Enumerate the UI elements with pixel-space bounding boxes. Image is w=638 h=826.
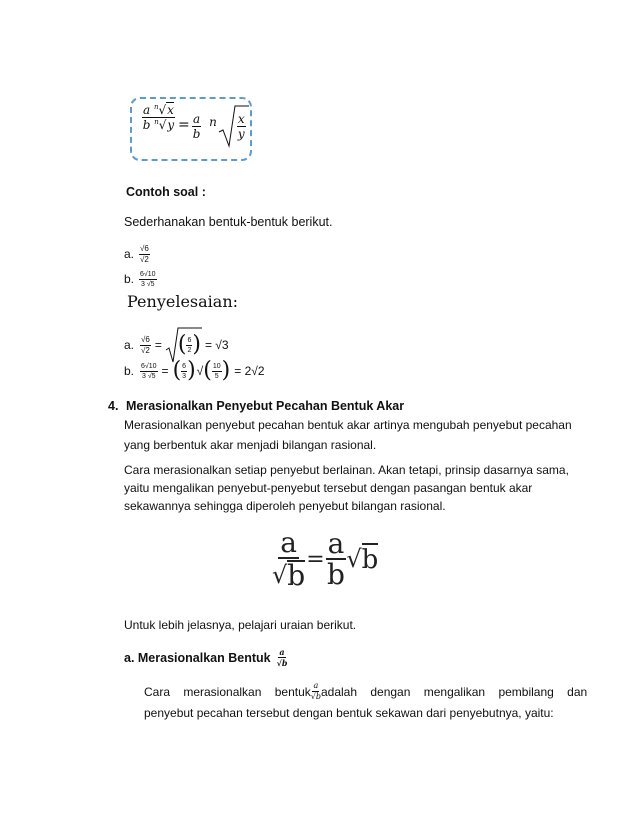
penyelesaian-b: b. $\frac{6√10}{3 √5}$ = ( $\frac{6}{3}$ ) √ ( $\frac{10}{5}$ ) = 2√2 (124, 358, 265, 383)
para2-line3: sekawannya sehingga diperoleh penyebut bilangan rasional. (124, 499, 446, 513)
radical-sign-icon (166, 328, 178, 362)
section-number: 4. (108, 399, 119, 413)
formula-rhs: $\frac{a}{b}$ n $\frac{x}{y}$ (192, 106, 246, 146)
formula-lhs: $\frac{a ^n√x}{b ^n√y}$ (142, 103, 175, 132)
para4-line1: Cara merasionalkan bentuk $\frac{a}{√b}$ adalah dengan mengalikan pembilang dan (144, 681, 588, 701)
penyelesaian-heading: Penyelesaian: (127, 292, 239, 311)
radical-sign-icon (219, 106, 235, 146)
contoh-instruction: Sederhanakan bentuk-bentuk berikut. (124, 215, 333, 229)
para1-line2: yang berbentuk akar menjadi bilangan rasional. (124, 438, 377, 452)
section-title: Merasionalkan Penyebut Pecahan Bentuk Akar (126, 399, 405, 413)
contoh-heading: Contoh soal : (126, 185, 206, 199)
para2-line2: yaitu mengalikan penyebut-penyebut tersebut dengan pasangan bentuk akar (124, 481, 533, 495)
penyelesaian-a: a. $\frac{√6}{√2}$ = ( $\frac{6}{2}$ ) = √3 (124, 328, 229, 362)
subsection-a: a. Merasionalkan Bentuk $\frac{a}{√b}$ (124, 647, 288, 668)
para1-line1: Merasionalkan penyebut pecahan bentuk akar artinya mengubah penyebut pecahan (124, 418, 572, 432)
formula-equals: = (178, 117, 190, 133)
para2-line1: Cara merasionalkan setiap penyebut berlainan. Akan tetapi, prinsip dasarnya sama, (124, 463, 569, 477)
para3: Untuk lebih jelasnya, pelajari uraian berikut. (124, 618, 357, 632)
contoh-item-b: b. $\frac{6√10}{3 √5}$ (124, 271, 156, 288)
para4-line2: penyebut pecahan tersebut dengan bentuk sekawan dari penyebutnya, yaitu: (144, 706, 554, 720)
rationalize-formula: a √ b = $\frac{a}{b}$ √ b (272, 525, 379, 592)
contoh-item-a: a. $\frac{√6}{√2}$ (124, 244, 149, 264)
